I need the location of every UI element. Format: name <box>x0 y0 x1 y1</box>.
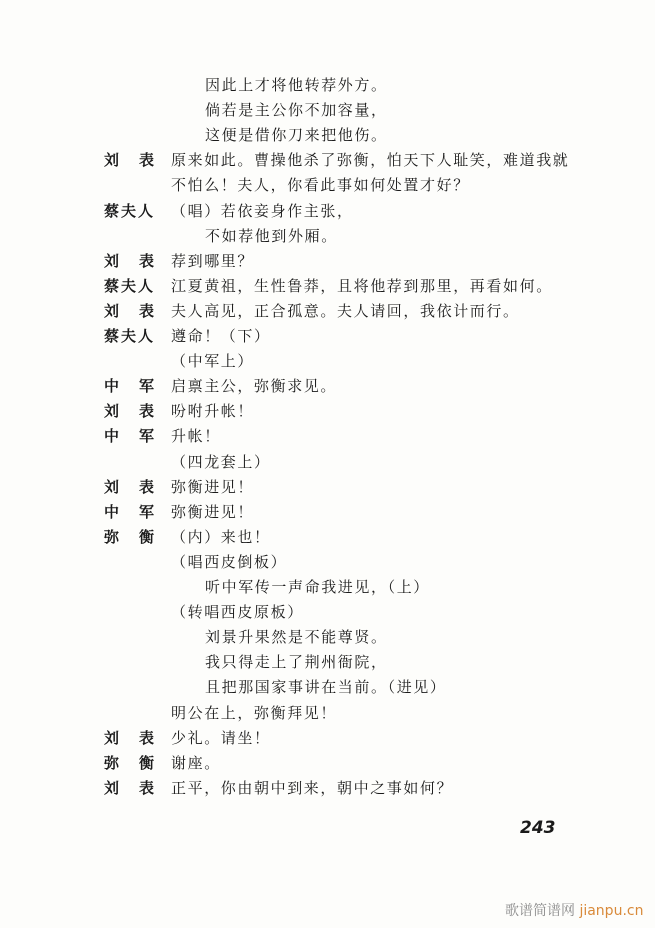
script-line <box>0 601 655 623</box>
dialogue-text: （转唱西皮原板） <box>171 603 304 622</box>
dialogue-text: （四龙套上） <box>171 452 271 471</box>
dialogue-text: 谢座。 <box>171 753 221 772</box>
speaker-name: 刘表 <box>104 778 175 797</box>
dialogue-text: 弥衡进见！ <box>171 502 255 521</box>
dialogue-text: （唱）若依妾身作主张， <box>171 201 354 220</box>
dialogue-text: 江夏黄祖，生性鲁莽，且将他荐到那里，再看如何。 <box>171 276 553 295</box>
script-line <box>0 225 655 247</box>
script-line <box>0 74 655 96</box>
speaker-name: 刘表 <box>104 251 175 270</box>
sung-line: 听中军传一声命我进见，（上） <box>205 578 430 596</box>
sung-line: 刘景升果然是不能尊贤。 <box>205 628 388 647</box>
dialogue-text: 荐到哪里？ <box>171 251 255 270</box>
script-line <box>0 777 655 799</box>
speaker-name: 刘表 <box>104 301 175 320</box>
speaker-name: 刘表 <box>104 477 175 496</box>
speaker-name: 中军 <box>104 427 175 446</box>
speaker-name: 蔡夫人 <box>104 327 156 345</box>
speaker-name: 蔡夫人 <box>104 276 156 295</box>
speaker-name: 弥衡 <box>104 753 175 772</box>
sung-line: 不如荐他到外厢。 <box>205 226 338 245</box>
script-line <box>0 350 655 372</box>
dialogue-text: （内）来也！ <box>171 527 271 546</box>
speaker-name: 中军 <box>104 377 175 396</box>
dialogue-text: 弥衡进见！ <box>171 477 255 496</box>
script-line <box>0 325 655 347</box>
script-line <box>0 526 655 548</box>
dialogue-text: （中军上） <box>171 352 255 371</box>
dialogue-text: 启禀主公，弥衡求见。 <box>171 377 338 396</box>
speaker-name: 弥衡 <box>104 527 175 546</box>
script-line <box>0 676 655 698</box>
script-line <box>0 149 655 171</box>
script-line <box>0 174 655 196</box>
watermark-cn: 歌谱简谱网 <box>505 903 575 919</box>
dialogue-text: 少礼。请坐！ <box>171 728 271 747</box>
script-line <box>0 400 655 422</box>
dialogue-text: 不怕么！夫人，你看此事如何处置才好？ <box>171 176 470 195</box>
script-line <box>0 451 655 473</box>
script-line <box>0 626 655 648</box>
dialogue-text: （唱西皮倒板） <box>171 552 288 571</box>
script-line <box>0 501 655 523</box>
speaker-name: 蔡夫人 <box>104 201 156 220</box>
dialogue-text: 原来如此。曹操他杀了弥衡，怕天下人耻笑，难道我就 <box>171 151 570 170</box>
dialogue-text: 升帐！ <box>171 427 221 446</box>
script-line <box>0 551 655 573</box>
dialogue-text: 正平，你由朝中到来，朝中之事如何？ <box>171 778 454 797</box>
sung-line: 我只得走上了荆州衙院， <box>205 653 388 672</box>
script-line <box>0 752 655 774</box>
sung-line: 这便是借你刀来把他伤。 <box>205 126 388 145</box>
page-number: 243 <box>520 818 556 838</box>
watermark <box>505 900 643 920</box>
script-line <box>0 99 655 121</box>
speaker-name: 刘表 <box>104 151 175 170</box>
script-line <box>0 375 655 397</box>
sung-line: 倘若是主公你不加容量， <box>205 101 388 120</box>
speaker-name: 刘表 <box>104 728 175 747</box>
speaker-name: 中军 <box>104 502 175 521</box>
sung-line: 且把那国家事讲在当前。（进见） <box>205 678 447 697</box>
script-line <box>0 425 655 447</box>
sung-line: 因此上才将他转荐外方。 <box>205 76 388 94</box>
script-line <box>0 576 655 598</box>
script-line <box>0 124 655 146</box>
script-line <box>0 651 655 673</box>
watermark-en: jianpu.cn <box>579 903 644 919</box>
script-line <box>0 727 655 749</box>
script-line <box>0 200 655 222</box>
dialogue-text: 明公在上，弥衡拜见！ <box>171 703 338 722</box>
dialogue-text: 吩咐升帐！ <box>171 402 255 421</box>
script-line <box>0 476 655 498</box>
dialogue-text: 夫人高见，正合孤意。夫人请回，我依计而行。 <box>171 301 520 320</box>
script-line <box>0 275 655 297</box>
speaker-name: 刘表 <box>104 402 175 421</box>
dialogue-text: 遵命！（下） <box>171 327 271 345</box>
script-line <box>0 702 655 724</box>
script-line <box>0 250 655 272</box>
script-line <box>0 300 655 322</box>
